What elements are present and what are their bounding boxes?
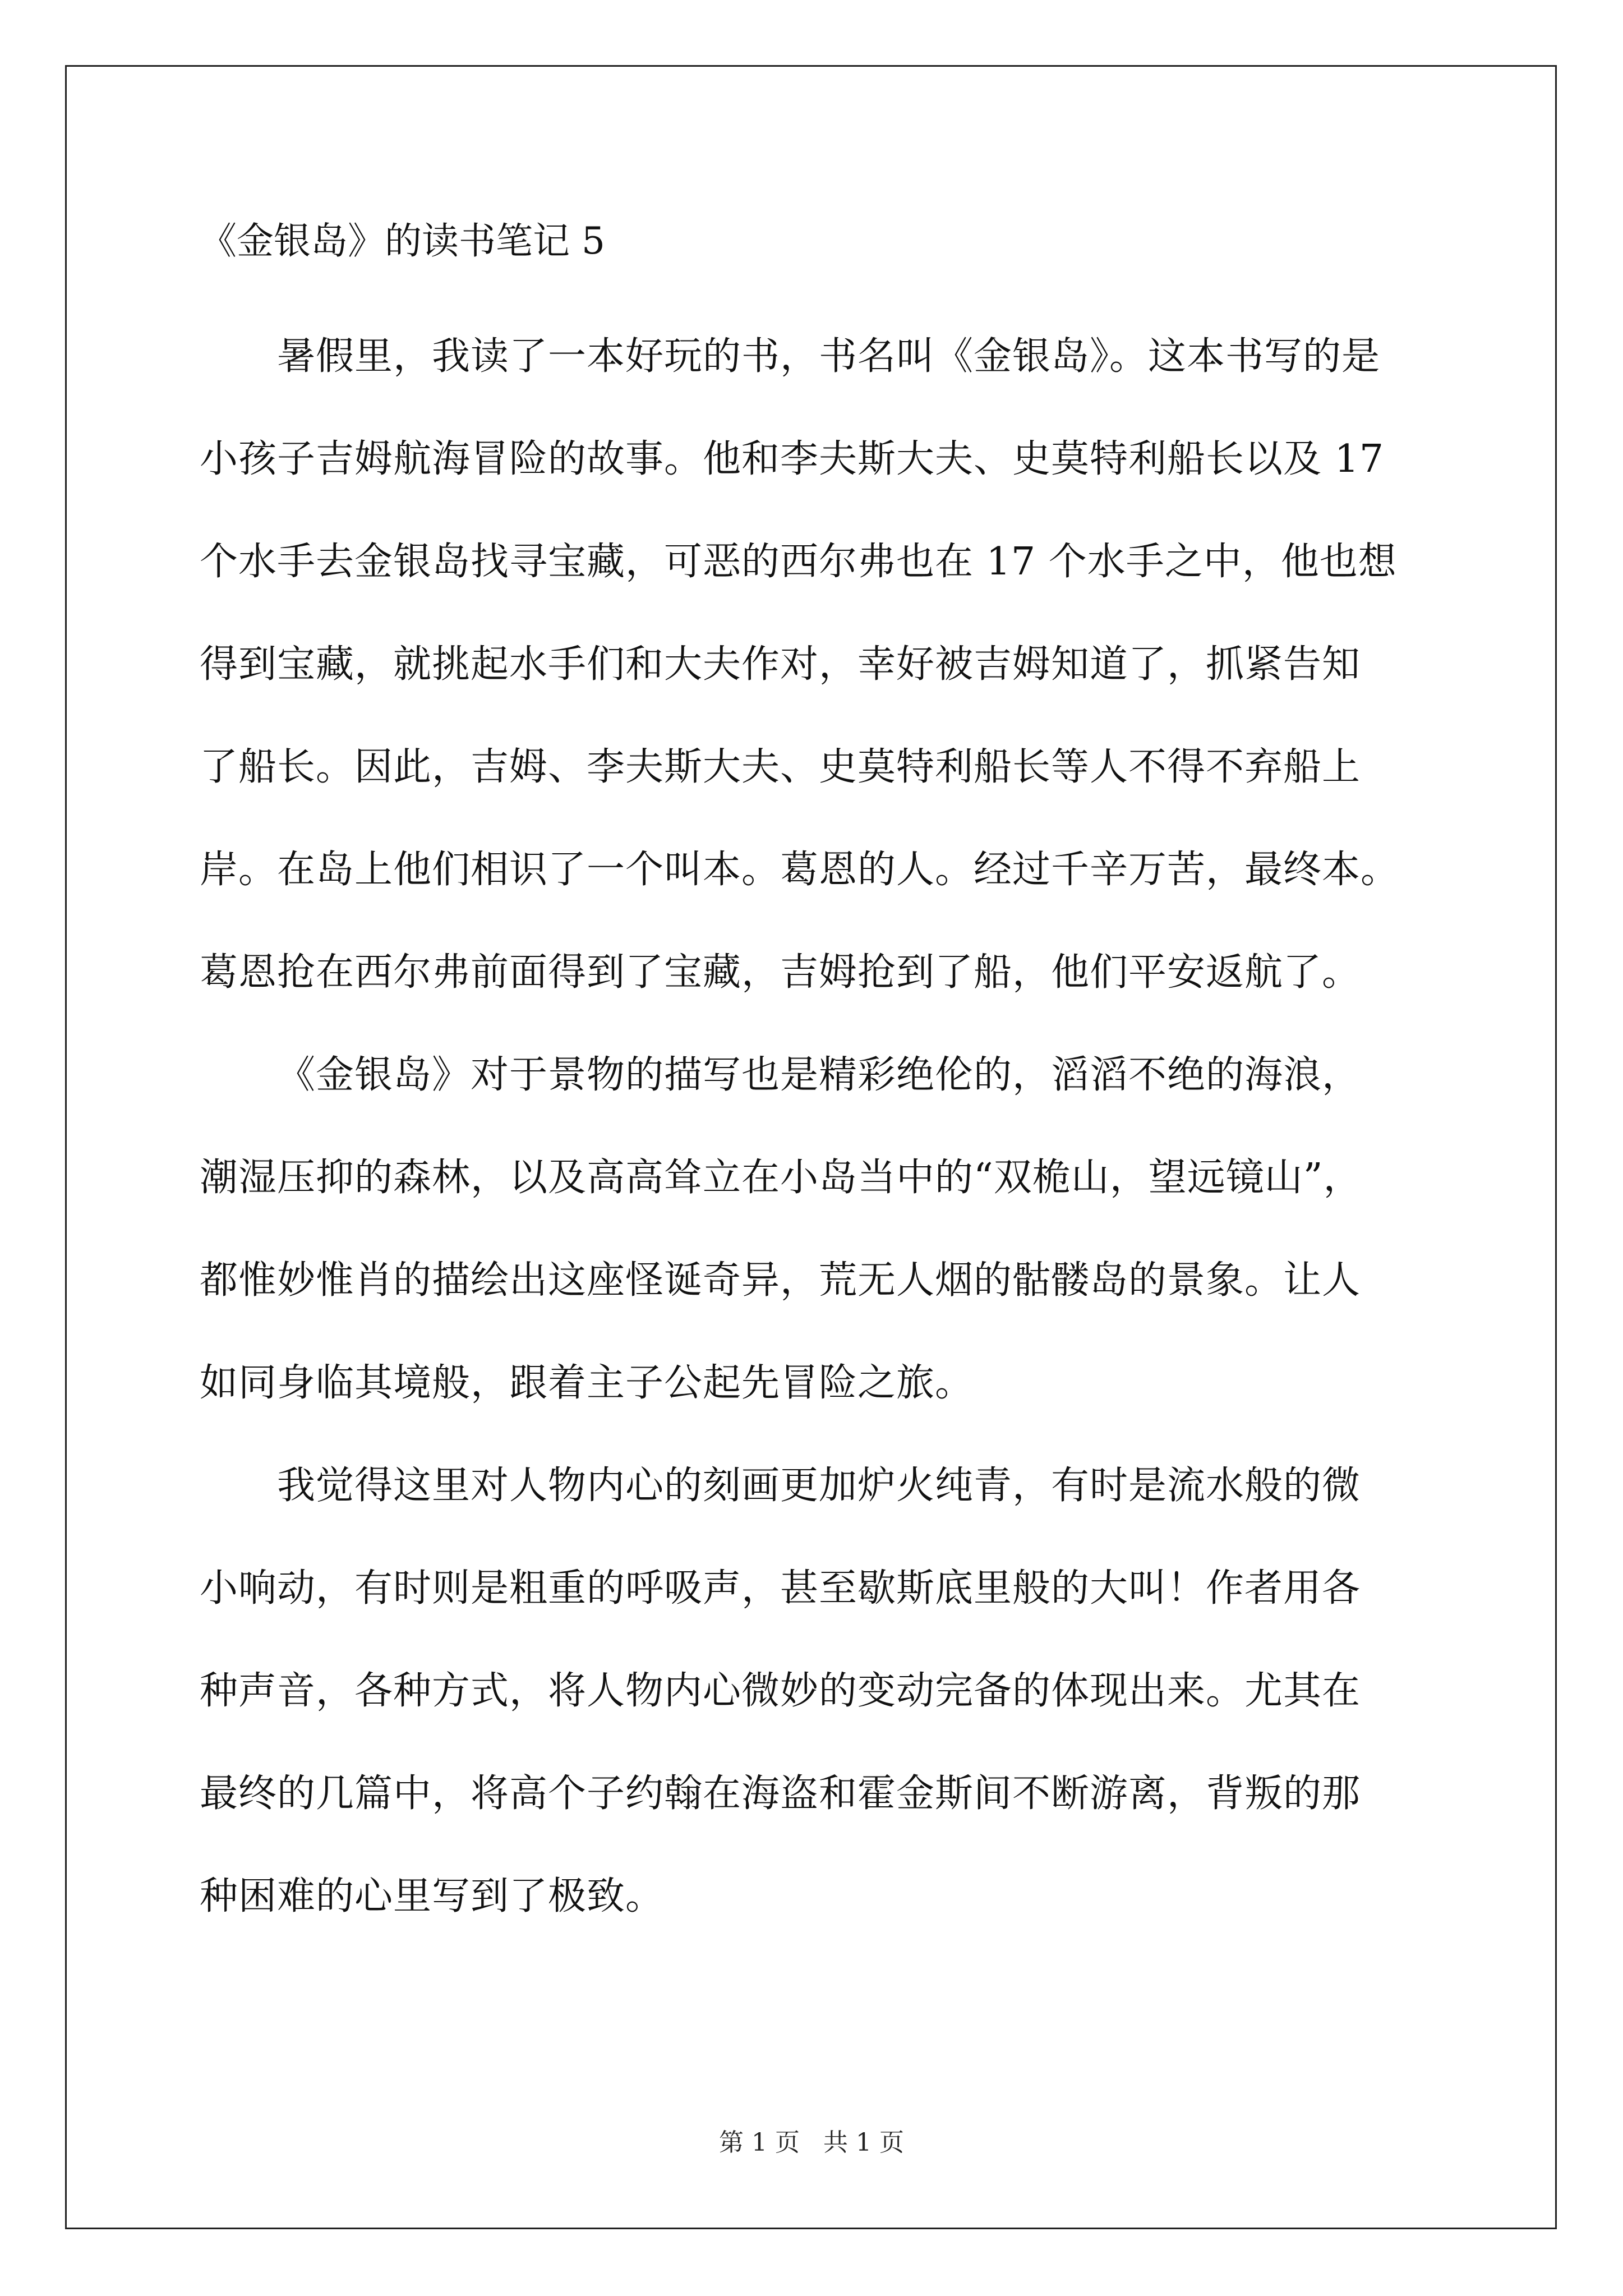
paragraph-line: 暑假里，我读了一本好玩的书，书名叫《金银岛》。这本书写的是: [277, 334, 1381, 379]
paragraph-line: 个水手去金银岛找寻宝藏，可恶的西尔弗也在 17 个水手之中，他也想: [200, 540, 1397, 584]
paragraph-line: 潮湿压抑的森林，以及高高耸立在小岛当中的“双桅山，望远镜山”，: [200, 1156, 1362, 1200]
paragraph-line: 小孩子吉姆航海冒险的故事。他和李夫斯大夫、史莫特利船长以及 17: [200, 437, 1385, 481]
paragraph-3: [200, 1434, 1433, 1948]
paragraph-2: [200, 1024, 1433, 1434]
paragraph-line: 葛恩抢在西尔弗前面得到了宝藏，吉姆抢到了船，他们平安返航了。: [200, 950, 1361, 995]
paragraph-line: 种声音，各种方式，将人物内心微妙的变动完备的体现出来。尤其在: [200, 1669, 1361, 1713]
paragraph-line: 得到宝藏，就挑起水手们和大夫作对，幸好被吉姆知道了，抓紧告知: [200, 642, 1361, 687]
paragraph-1: [200, 305, 1433, 1024]
page-footer: [0, 2126, 1623, 2160]
paragraph-line: 岸。在岛上他们相识了一个叫本。葛恩的人。经过千辛万苦，最终本。: [200, 848, 1400, 892]
paragraph-line: 最终的几篇中，将高个子约翰在海盗和霍金斯间不断游离，背叛的那: [200, 1772, 1361, 1816]
paragraph-line: 我觉得这里对人物内心的刻画更加炉火纯青，有时是流水般的微: [277, 1464, 1361, 1508]
document-title: 《金银岛》的读书笔记 5: [200, 219, 605, 263]
paragraph-line: 都惟妙惟肖的描绘出这座怪诞奇异，荒无人烟的骷髅岛的景象。让人: [200, 1258, 1361, 1303]
paragraph-line: 种困难的心里写到了极致。: [200, 1874, 665, 1918]
document-body: [200, 213, 1433, 1948]
page-number: 第 1 页: [719, 2128, 800, 2157]
paragraph-line: 《金银岛》对于景物的描写也是精彩绝伦的，滔滔不绝的海浪，: [277, 1053, 1361, 1097]
paragraph-line: 了船长。因此，吉姆、李夫斯大夫、史莫特利船长等人不得不弃船上: [200, 745, 1361, 789]
paragraph-line: 小响动，有时则是粗重的呼吸声，甚至歇斯底里般的大叫！作者用各: [200, 1566, 1361, 1611]
paragraph-line: 如同身临其境般，跟着主子公起先冒险之旅。: [200, 1361, 974, 1405]
total-pages: 共 1 页: [823, 2128, 904, 2157]
